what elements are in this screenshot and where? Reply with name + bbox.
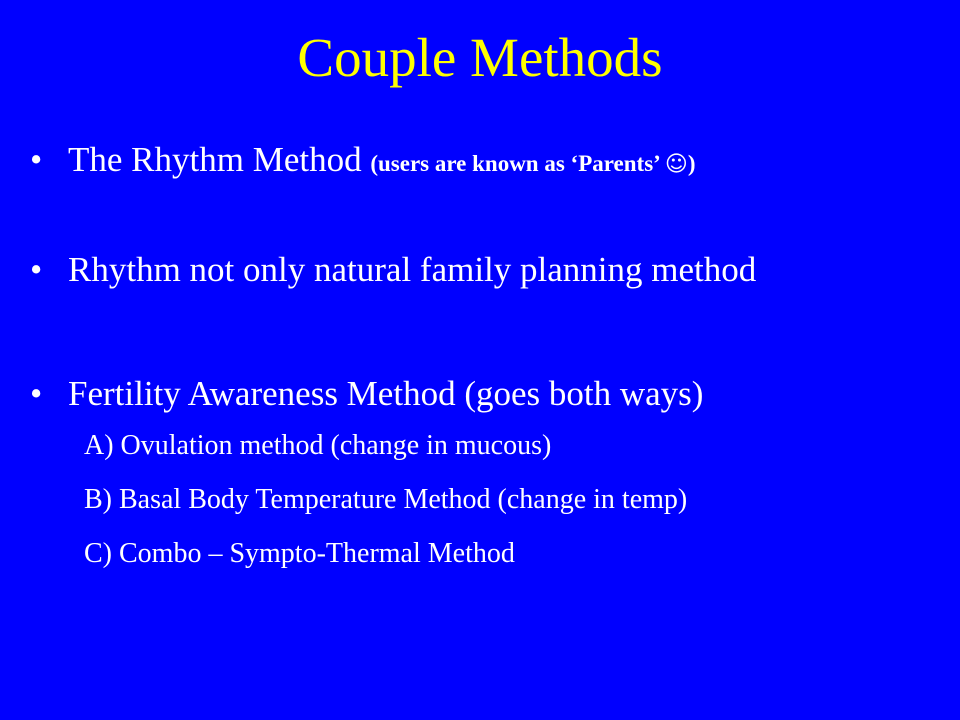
bullet-dot: • [30, 140, 43, 179]
sub-item-combo: C) Combo – Sympto-Thermal Method [84, 538, 515, 569]
smiley-icon: ☺ [664, 152, 688, 177]
sub-item-basal-body-temperature: B) Basal Body Temperature Method (change in temp) [84, 484, 688, 515]
bullet-note-text: (users are known as ‘Parents’ [370, 151, 665, 176]
bullet-note [370, 151, 695, 176]
bullet-fertility-awareness [30, 372, 703, 416]
bullet-rhythm-not-only [30, 248, 756, 292]
bullet-text: Fertility Awareness Method (goes both ways) [68, 374, 704, 413]
bullet-text: Rhythm not only natural family planning method [68, 250, 757, 289]
slide-title: Couple Methods [297, 27, 663, 88]
bullet-text: The Rhythm Method [68, 140, 371, 179]
bullet-dot: • [30, 250, 43, 289]
bullet-rhythm-method [30, 138, 695, 187]
sub-item-ovulation: A) Ovulation method (change in mucous) [84, 430, 552, 461]
bullet-dot: • [30, 374, 43, 413]
bullet-note-close: ) [687, 151, 696, 176]
